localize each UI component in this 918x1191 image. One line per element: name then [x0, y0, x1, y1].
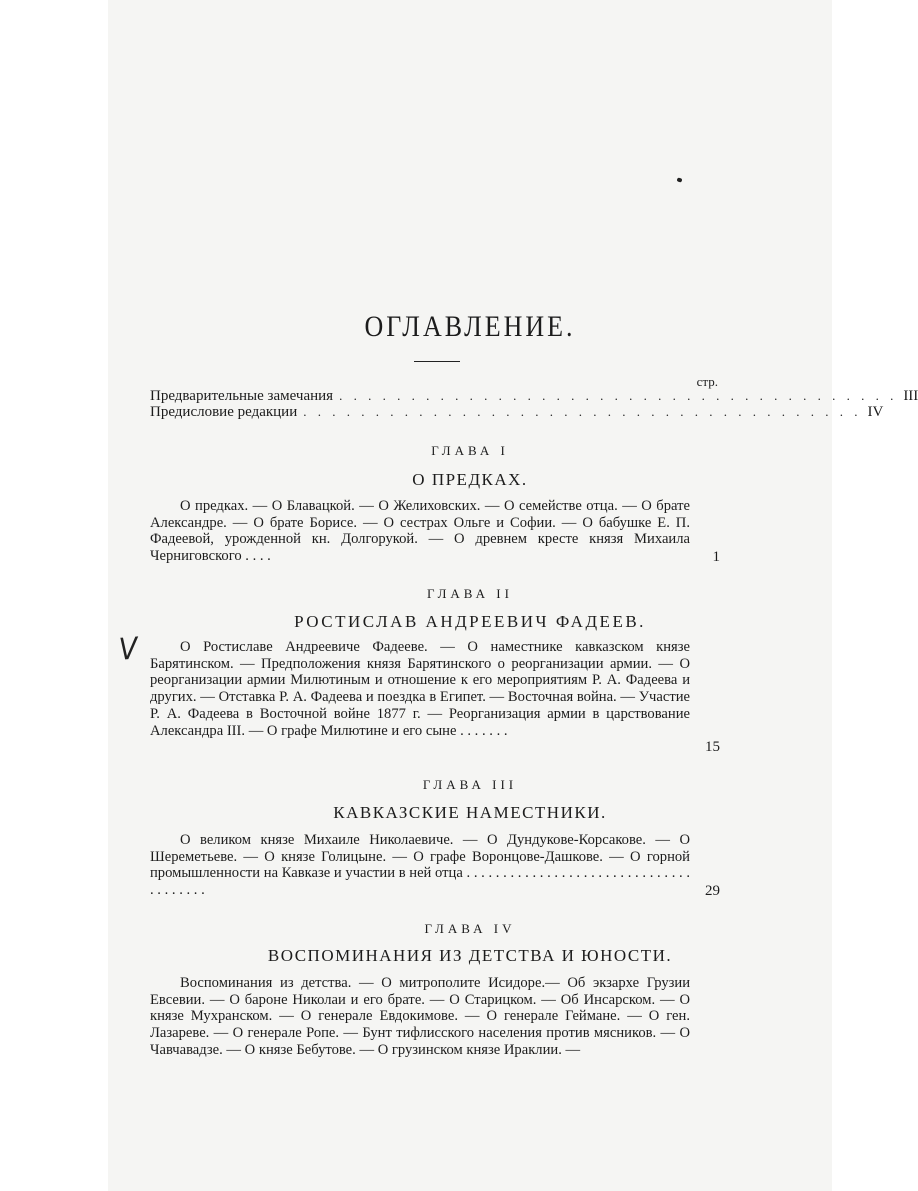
chapter-4-summary: Воспоминания из детства. — О митрополите Исидоре.— Об экзархе Грузии Евсевии. — О бароне Николаи и его брате. — О Старицком. — Об Инсарском. — О князе Мухранском. — О генерале Евдокимове. — О генерале Геймане. — О ген. Лазареве. — О генерале Ропе. — Бунт тифлисского населения против мясников. — О Чавчавадзе. — О князе Бебутове. — О грузинском князе Ираклии. — — [150, 975, 690, 1058]
chapter-2-page[interactable]: 15 — [705, 739, 720, 755]
toc-entry-label: Предисловие редакции — [150, 404, 298, 420]
toc-entry-preliminary-remarks[interactable] — [150, 388, 918, 404]
toc-entry-page: IV — [867, 404, 884, 420]
toc-entry-page: III — [903, 388, 918, 404]
chapter-2-title[interactable]: РОСТИСЛАВ АНДРЕЕВИЧ ФАДЕЕВ. — [294, 612, 646, 631]
ink-speck — [676, 177, 682, 182]
chapter-1-summary: О предках. — О Блавацкой. — О Желиховских. — О семействе отца. — О брате Александре. — О брате Борисе. — О сестрах Ольге и Софии. — О бабушке Е. П. Фадеевой, урожденной кн. Долгорукой. — О древнем кресте князя Михаила Черниговского . . . . — [150, 498, 690, 565]
chapter-4-label: ГЛАВА IV — [424, 921, 516, 936]
toc-entry-label: Предварительные замечания — [150, 388, 334, 404]
page-title: ОГЛАВЛЕНИЕ. — [364, 310, 576, 343]
dot-leader: . . . . . . . . . . . . . . . . . . . . . . . . . . . . . . . . . . . . . . . — [303, 404, 862, 419]
chapter-2-summary: О Ростиславе Андреевиче Фадееве. — О наместнике кавказском князе Барятинском. — Предположения князя Барятинского о реорганизации армии. — О реорганизации армии Милютиным и отношение к его мероприятиям Р. А. Фадеева и других. — Отставка Р. А. Фадеева и поездка в Египет. — Восточная война. — Участие Р. А. Фадеева в Восточной войне 1877 г. — Реорганизация армии в царствование Александра III. — О графе Милютине и его сыне . . . . . . . — [150, 639, 690, 739]
chapter-3-title[interactable]: КАВКАЗСКИЕ НАМЕСТНИКИ. — [333, 803, 607, 822]
chapter-2-label: ГЛАВА II — [427, 586, 513, 601]
title-divider — [414, 361, 460, 362]
chapter-4-title[interactable]: ВОСПОМИНАНИЯ ИЗ ДЕТСТВА И ЮНОСТИ. — [267, 946, 673, 965]
handwritten-check-mark: V — [117, 631, 139, 668]
chapter-1-label: ГЛАВА I — [431, 443, 509, 458]
chapter-1-title[interactable]: О ПРЕДКАХ. — [412, 470, 528, 489]
dot-leader: . . . . . . . . . . . . . . . . . . . . . . . . . . . . . . . . . . . . . . . — [339, 388, 898, 403]
toc-entry-editors-preface[interactable] — [150, 404, 884, 420]
chapter-3-label: ГЛАВА III — [422, 777, 518, 792]
chapter-1-page[interactable]: 1 — [712, 549, 720, 565]
chapter-3-page[interactable]: 29 — [705, 883, 720, 899]
book-page — [108, 0, 918, 1191]
page-column-label: стр. — [696, 374, 718, 389]
chapter-3-summary: О великом князе Михаиле Николаевиче. — О Дундукове-Корсакове. — О Шереметьеве. — О князе Голицыне. — О графе Воронцове-Дашкове. — О горной промышленности на Кавказе и участии в ней отца . . . . . . . . . . . . . . . . . . . . . . . . . . . . . . . . . . . . . . . — [150, 832, 690, 899]
